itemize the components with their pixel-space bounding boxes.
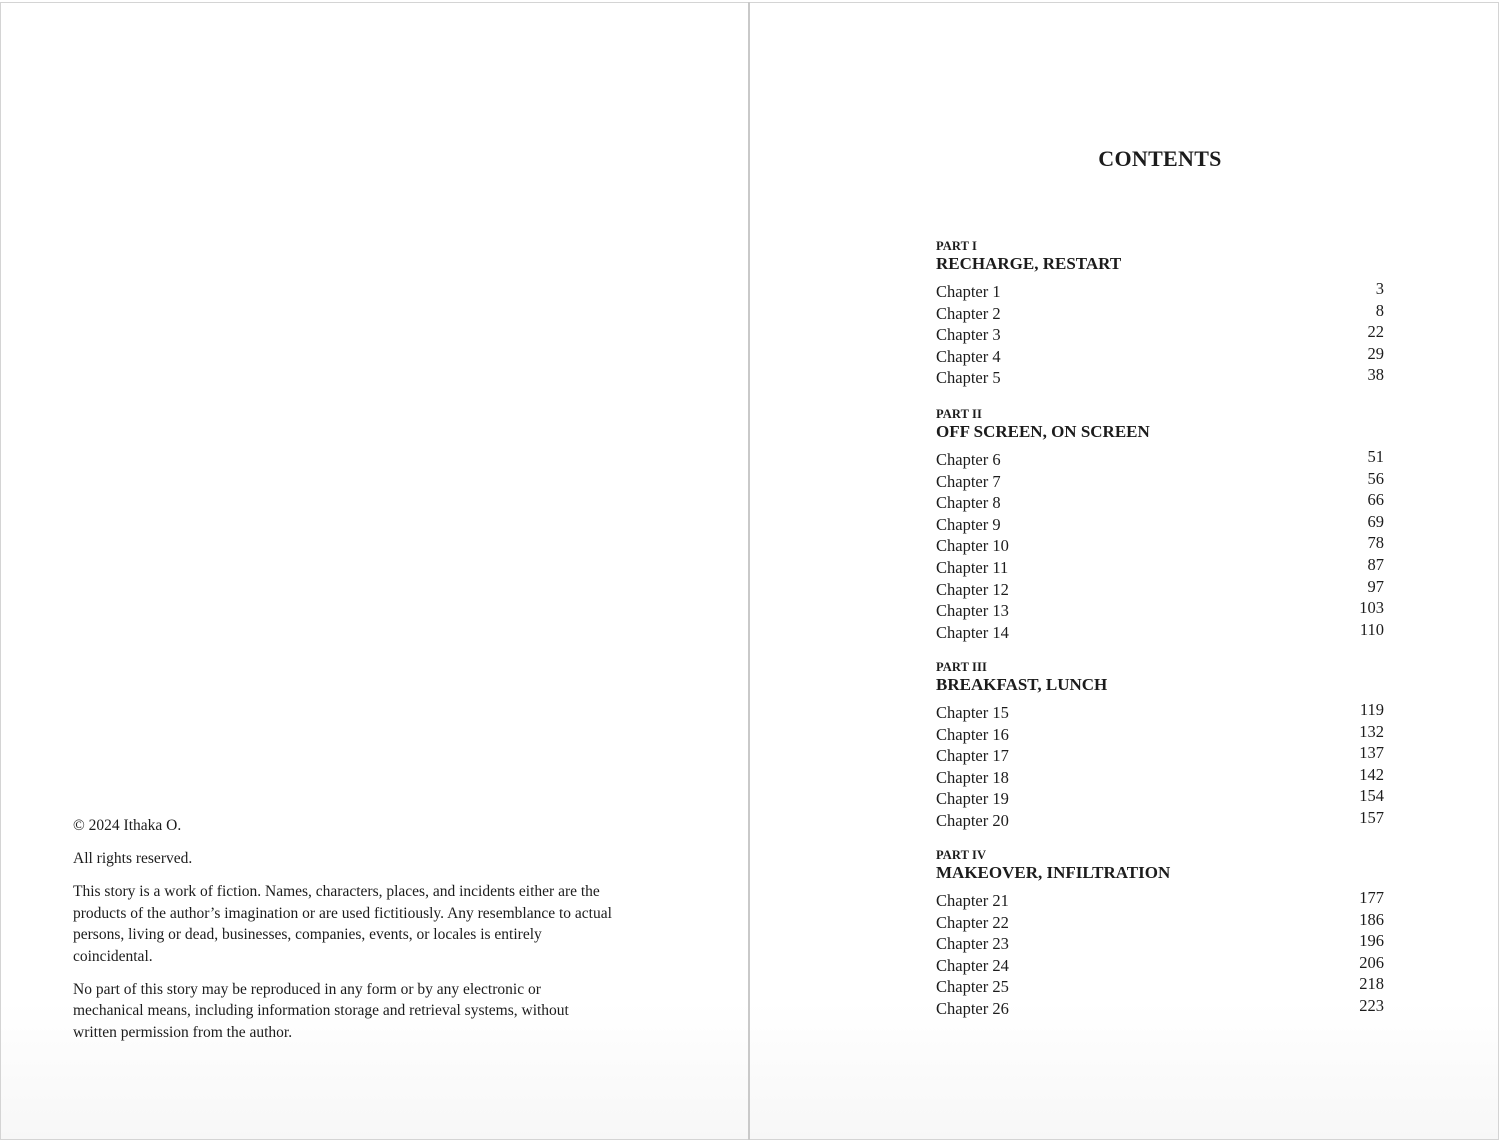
copyright-block [73,815,613,1055]
chapter-title: Chapter 14 [936,622,1009,642]
contents-title: CONTENTS [1098,146,1222,171]
book-spine [748,2,750,1140]
toc-entry[interactable] [936,490,1384,512]
toc-entry[interactable] [936,365,1384,387]
page-number: 186 [1359,909,1384,929]
chapter-title: Chapter 10 [936,536,1009,556]
fiction-notice: This story is a work of fiction. Names, characters, places, and incidents either are the products of the author’s imagination or are used fictitiously. Any resemblance to actual persons, living or dead, businesses, companies, events, or locales is entirely coincidental. [73,883,612,965]
chapter-title: Chapter 9 [936,514,1001,534]
toc-entry[interactable] [936,700,1384,722]
page-number: 22 [1367,322,1384,342]
page-number: 29 [1367,343,1384,363]
chapter-title: Chapter 2 [936,303,1001,323]
toc-entry[interactable] [936,598,1384,620]
page-number: 87 [1367,554,1384,574]
toc-entry[interactable] [936,722,1384,744]
chapter-title: Chapter 22 [936,912,1009,932]
chapter-title: Chapter 23 [936,934,1009,954]
part-label: PART I [936,239,978,253]
chapter-title: Chapter 16 [936,724,1009,744]
reproduction-notice: No part of this story may be reproduced in any form or by any electronic or mechanical means, including information storage and retrieval systems, without written permission from the author. [73,980,569,1041]
right-page [749,2,1499,1140]
toc-entry[interactable] [936,888,1384,910]
page-number: 157 [1359,807,1384,827]
part-label: PART II [936,407,982,421]
copyright-line: © 2024 Ithaka O. [73,817,182,834]
toc-entry[interactable] [936,447,1384,469]
chapter-title: Chapter 3 [936,325,1001,345]
left-page [0,2,750,1140]
page-number: 78 [1367,533,1384,553]
chapter-title: Chapter 5 [936,368,1001,388]
page-number: 218 [1359,974,1384,994]
chapter-title: Chapter 17 [936,746,1009,766]
chapter-title: Chapter 8 [936,493,1001,513]
chapter-title: Chapter 11 [936,557,1009,577]
part-name: OFF SCREEN, ON SCREEN [936,422,1150,441]
page-number: 110 [1359,619,1384,639]
rights-reserved: All rights reserved. [73,850,193,867]
page-number: 56 [1367,468,1384,488]
page-number: 66 [1367,490,1384,510]
toc-entry[interactable] [936,996,1384,1018]
page-number: 119 [1359,700,1384,719]
page-number: 142 [1359,764,1384,784]
page-number: 38 [1367,365,1384,385]
page-number: 177 [1359,888,1384,907]
page-number: 132 [1359,721,1384,741]
chapter-title: Chapter 18 [936,767,1009,787]
chapter-title: Chapter 26 [936,998,1009,1018]
part-name: RECHARGE, RESTART [936,254,1122,273]
page-number: 196 [1359,931,1384,951]
toc-entry[interactable] [936,974,1384,996]
toc-entry[interactable] [936,469,1384,491]
chapter-title: Chapter 21 [936,891,1009,910]
chapter-title: Chapter 4 [936,346,1001,366]
page-number: 103 [1359,598,1384,618]
part-name: MAKEOVER, INFILTRATION [936,863,1171,882]
page-number: 97 [1367,576,1384,596]
page-number: 223 [1359,995,1384,1015]
part-name: BREAKFAST, LUNCH [936,675,1108,694]
toc-entry[interactable] [936,765,1384,787]
toc-part-3 [936,660,1384,830]
toc-entry[interactable] [936,344,1384,366]
toc-entry[interactable] [936,620,1384,642]
chapter-title: Chapter 20 [936,810,1009,830]
toc-part-2 [936,407,1384,641]
toc-entry[interactable] [936,322,1384,344]
toc-entry[interactable] [936,279,1384,301]
page-number: 137 [1359,743,1384,763]
toc-part-4 [936,848,1384,1018]
toc-entry[interactable] [936,910,1384,932]
page-number: 51 [1367,447,1384,466]
page-number: 154 [1359,786,1384,806]
toc-entry[interactable] [936,808,1384,830]
page-number: 69 [1367,511,1384,531]
chapter-title: Chapter 1 [936,282,1001,301]
chapter-title: Chapter 15 [936,703,1009,722]
toc-entry[interactable] [936,512,1384,534]
toc-entry[interactable] [936,953,1384,975]
chapter-title: Chapter 6 [936,450,1001,469]
toc-entry[interactable] [936,301,1384,323]
chapter-title: Chapter 19 [936,789,1009,809]
page-number: 8 [1375,300,1384,320]
toc-entry[interactable] [936,786,1384,808]
toc-part-1 [936,239,1384,387]
toc-entry[interactable] [936,533,1384,555]
chapter-title: Chapter 24 [936,955,1009,975]
part-label: PART III [936,660,987,674]
chapter-title: Chapter 7 [936,471,1001,491]
chapter-title: Chapter 25 [936,977,1009,997]
toc-entry[interactable] [936,931,1384,953]
toc-entry[interactable] [936,743,1384,765]
toc-entry[interactable] [936,555,1384,577]
page-number: 206 [1359,952,1384,972]
chapter-title: Chapter 12 [936,579,1009,599]
toc-entry[interactable] [936,577,1384,599]
part-label: PART IV [936,848,987,862]
chapter-title: Chapter 13 [936,601,1009,621]
page-number: 3 [1375,279,1384,298]
